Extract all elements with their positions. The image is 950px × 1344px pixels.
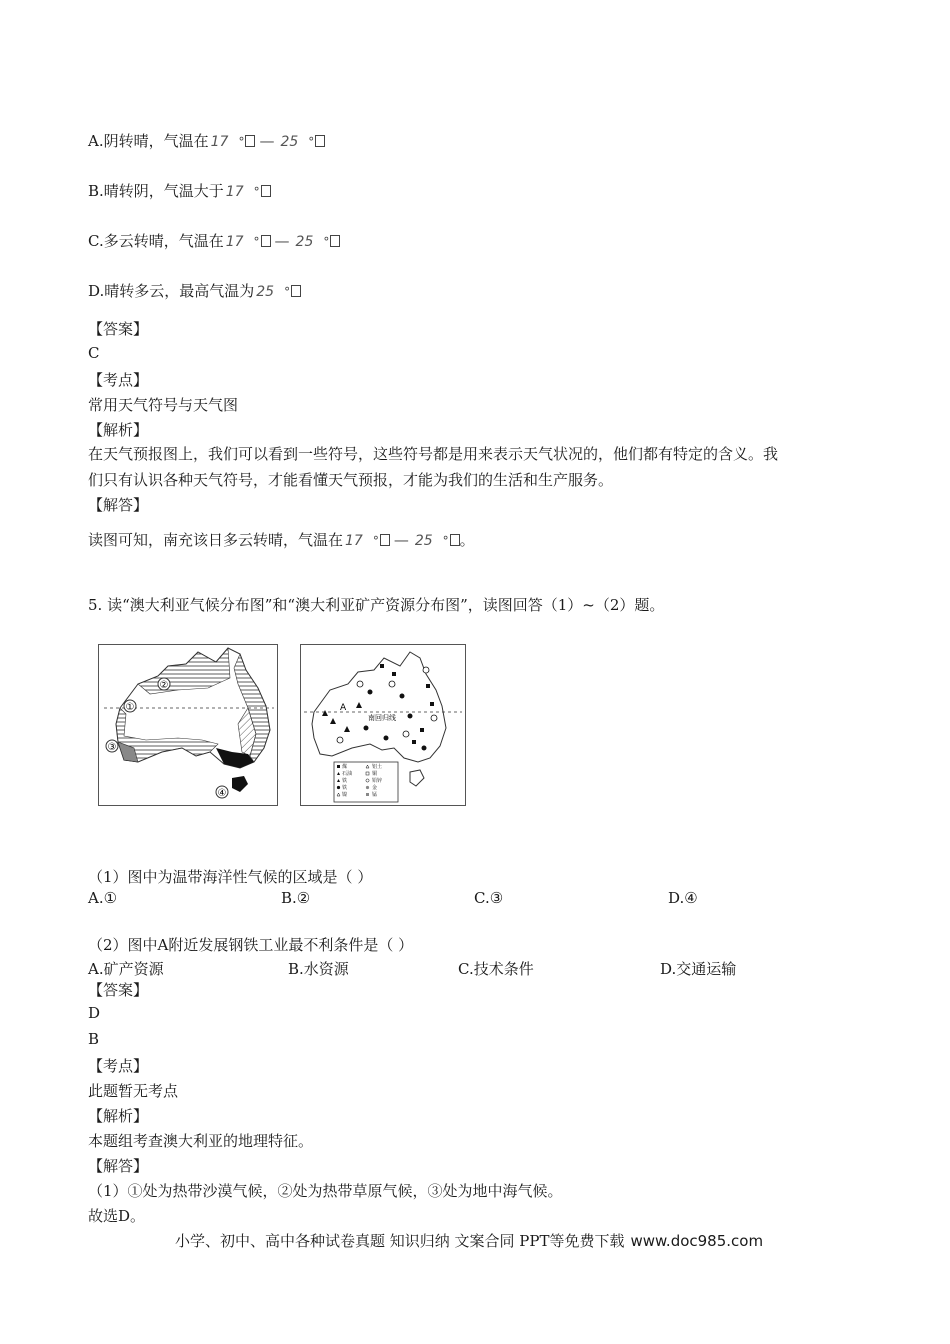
option-a: A.阴转晴，气温在 17 ° — 25 ° <box>88 131 325 152</box>
sub1-option-c: C.③ <box>474 889 504 907</box>
answer-heading: 【答案】 <box>88 320 149 338</box>
sub2-option-c: C.技术条件 <box>458 960 534 978</box>
sub2-option-a: A.矿产资源 <box>88 960 164 978</box>
q5-analysis-text: 本题组考查澳大利亚的地理特征。 <box>88 1132 314 1150</box>
solution-text: 读图可知，南充该日多云转晴，气温在 17 ° — 25 ° 。 <box>88 531 475 549</box>
svg-text:锰: 锰 <box>372 792 378 798</box>
point-a-label: A <box>340 703 347 713</box>
svg-text:石油: 石油 <box>342 771 353 777</box>
analysis-heading: 【解析】 <box>88 421 149 439</box>
answer-value: C <box>88 344 100 362</box>
svg-text:镍: 镍 <box>342 792 348 798</box>
q5-solution-heading: 【解答】 <box>88 1157 149 1175</box>
sub2-option-d: D.交通运输 <box>660 960 737 978</box>
option-d: D.晴转多云，最高气温为 25 ° <box>88 281 301 302</box>
svg-text:铝土: 铝土 <box>372 764 383 770</box>
svg-text:金: 金 <box>372 785 378 791</box>
option-c: C.多云转晴，气温在 17 ° — 25 ° <box>88 231 340 252</box>
analysis-line-2: 们只有认识各种天气符号，才能看懂天气预报，才能为我们的生活和生产服务。 <box>88 471 614 489</box>
footer-url[interactable]: www.doc985.com <box>630 1232 764 1250</box>
svg-text:煤: 煤 <box>342 764 348 770</box>
q5-analysis-heading: 【解析】 <box>88 1107 149 1125</box>
sub1-option-a: A.① <box>88 889 118 907</box>
region-label-2: ② <box>159 680 169 691</box>
svg-text:铜: 铜 <box>372 771 378 777</box>
solution-heading: 【解答】 <box>88 496 149 514</box>
svg-text:铁: 铁 <box>342 778 348 784</box>
q5-solution-line-2: 故选D。 <box>88 1207 146 1225</box>
q5-solution-line-1: （1）①处为热带沙漠气候，②处为热带草原气候，③处为地中海气候。 <box>88 1182 563 1200</box>
q5-answer-1: D <box>88 1004 101 1022</box>
region-label-4: ④ <box>217 788 227 799</box>
point-heading: 【考点】 <box>88 371 149 389</box>
tropic-label: 南回归线 <box>368 714 396 722</box>
sub1-option-d: D.④ <box>668 889 698 907</box>
q5-answer-2: B <box>88 1030 100 1048</box>
page-footer <box>175 1230 763 1251</box>
option-b: B.晴转阴，气温大于 17 ° <box>88 181 271 202</box>
analysis-line-1: 在天气预报图上，我们可以看到一些符号，这些符号都是用来表示天气状况的，他们都有特定的含义。我 <box>88 445 779 463</box>
region-label-1: ① <box>125 702 135 713</box>
australia-climate-map <box>98 644 278 806</box>
svg-text:铅锌: 铅锌 <box>372 778 383 784</box>
australia-mineral-map <box>300 644 466 806</box>
sub-question-1: （1）图中为温带海洋性气候的区域是（ ） <box>88 868 373 886</box>
sub2-option-b: B.水资源 <box>288 960 349 978</box>
q5-answer-heading: 【答案】 <box>88 981 149 999</box>
q5-point-heading: 【考点】 <box>88 1057 149 1075</box>
q5-point-value: 此题暂无考点 <box>88 1082 179 1100</box>
point-value: 常用天气符号与天气图 <box>88 396 239 414</box>
region-label-3: ③ <box>107 742 117 753</box>
sub1-option-b: B.② <box>281 889 311 907</box>
sub-question-2: （2）图中A附近发展钢铁工业最不利条件是（ ） <box>88 936 414 954</box>
footer-text: 小学、初中、高中各种试卷真题 知识归纳 文案合同 PPT等免费下载 <box>175 1232 625 1250</box>
question-5-stem: 5. 读“澳大利亚气候分布图”和“澳大利亚矿产资源分布图”，读图回答（1）~（2）题。 <box>88 596 665 614</box>
svg-text:铁: 铁 <box>342 785 348 791</box>
